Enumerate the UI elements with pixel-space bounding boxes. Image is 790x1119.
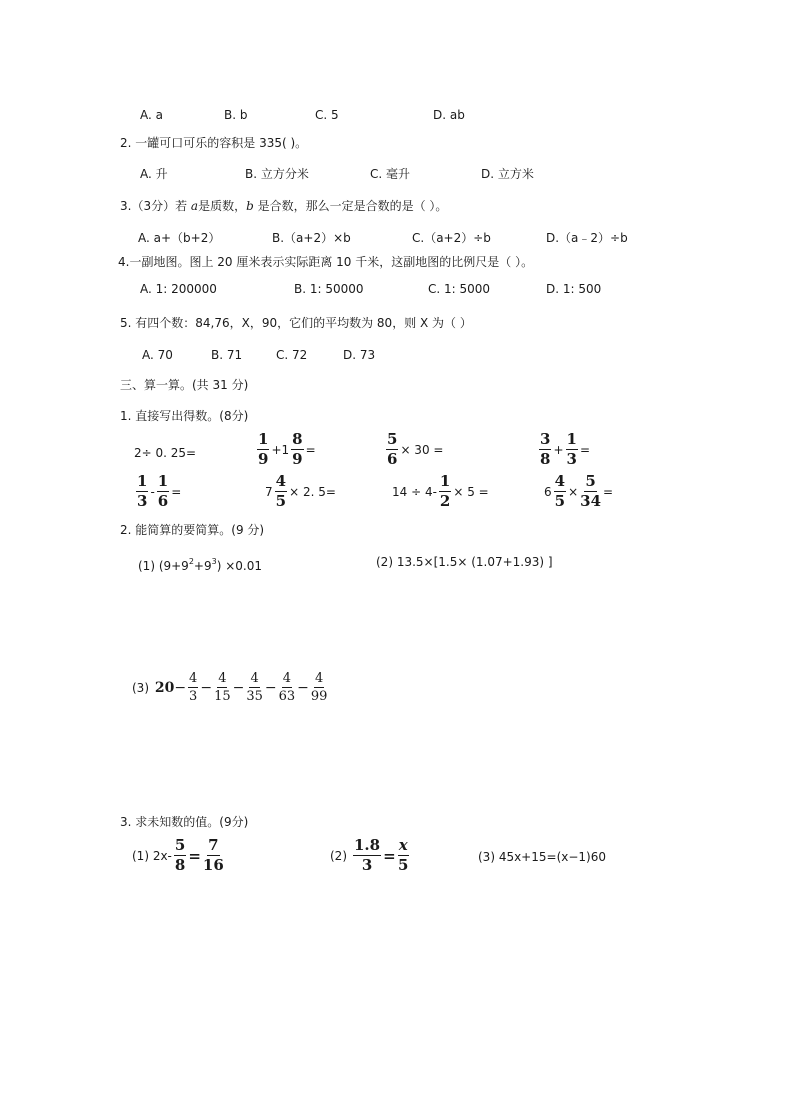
s1-expr-7: 14 ÷ 4- $\frac{1}{2}$ × 5 = xyxy=(392,472,489,510)
section-3-title: 三、算一算。(共 31 分) xyxy=(120,378,249,392)
s1-expr-4: $\frac{3}{8}$ + $\frac{1}{3}$ = xyxy=(540,430,590,468)
q3-stem-mid2: 是合数，那么一定是合数的是（ ）。 xyxy=(253,199,448,213)
fraction: $\frac{4}{5}$ xyxy=(554,472,566,510)
fraction: $\frac{3}{8}$ xyxy=(540,430,551,468)
fraction: $\frac{1}{6}$ xyxy=(157,472,169,510)
fraction: $\frac{5}{8}$ xyxy=(174,836,186,874)
q1-option-b: B. b xyxy=(224,108,248,122)
s1-expr-3: $\frac{5}{6}$ × 30 = xyxy=(387,430,444,468)
s2-problem-1: (1) $(9+9^2+9^3) \times 0.01$ xyxy=(138,557,262,573)
q3-option-b: B.（a+2）×b xyxy=(272,231,351,245)
q5-stem: 5. 有四个数：84,76，X，90，它们的平均数为 80，则 X 为（ ） xyxy=(120,316,472,330)
q5-option-c: C. 72 xyxy=(276,348,308,362)
fraction: $\frac{4}{5}$ xyxy=(275,472,287,510)
fraction: $\frac{5}{6}$ xyxy=(387,430,398,468)
s3-problem-3: (3) 45x+15=(x−1)60 xyxy=(478,850,606,864)
q3-var-b: b xyxy=(246,199,254,213)
fraction: $\frac{4}{63}$ xyxy=(278,671,296,704)
fraction: $\frac{7}{16}$ xyxy=(202,836,224,874)
q4-option-b: B. 1: 50000 xyxy=(294,282,364,296)
q2-option-b: B. 立方分米 xyxy=(245,167,309,181)
fraction: $\frac{5}{34}$ xyxy=(580,472,602,510)
q1-option-c: C. 5 xyxy=(315,108,339,122)
q3-stem-mid1: 是质数， xyxy=(198,199,247,213)
s1-expr-6: 7 $\frac{4}{5}$ × 2. 5= xyxy=(265,472,336,510)
s1-expr-2: $\frac{1}{9}$ +1 $\frac{8}{9}$ = xyxy=(258,430,316,468)
fraction: $\frac{4}{3}$ xyxy=(189,671,198,704)
fraction: $\frac{4}{15}$ xyxy=(214,671,231,704)
q1-option-d: D. ab xyxy=(433,108,465,122)
s3-title: 3. 求未知数的值。(9分) xyxy=(120,815,249,829)
s2-problem-3: (3) 20− $\frac{4}{3}$ − $\frac{4}{15}$ − $\frac{4}{35}$ − $\frac{4}{63}$ − $\frac{4}{99}$ xyxy=(132,671,328,704)
fraction: $\frac{4}{99}$ xyxy=(310,671,328,704)
q3-stem xyxy=(120,198,447,214)
q4-option-c: C. 1: 5000 xyxy=(428,282,491,296)
q5-option-b: B. 71 xyxy=(211,348,243,362)
s1-expr-8: 6 $\frac{4}{5}$ × $\frac{5}{34}$ = xyxy=(544,472,614,510)
q5-option-a: A. 70 xyxy=(142,348,173,362)
q2-stem: 2. 一罐可口可乐的容积是 335( )。 xyxy=(120,136,308,150)
fraction: $\frac{1.8}{3}$ xyxy=(354,836,381,874)
q5-option-d: D. 73 xyxy=(343,348,376,362)
fraction: $\frac{4}{35}$ xyxy=(246,671,263,704)
s2-problem-2: (2) 13.5×[1.5× (1.07+1.93) ] xyxy=(376,555,553,569)
q3-option-d: D.（a﹣2）÷b xyxy=(546,231,628,245)
s1-expr-5: $\frac{1}{3}$ - $\frac{1}{6}$ = xyxy=(137,472,182,510)
fraction: $\frac{1}{9}$ xyxy=(258,430,269,468)
s2-title: 2. 能简算的要简算。(9 分) xyxy=(120,523,265,537)
fraction: $\frac{1}{3}$ xyxy=(566,430,577,468)
q4-stem: 4.一副地图。图上 20 厘米表示实际距离 10 千米，这副地图的比例尺是（ ）。 xyxy=(118,255,534,269)
q2-option-a: A. 升 xyxy=(140,167,168,181)
q2-option-d: D. 立方米 xyxy=(481,167,534,181)
q3-option-c: C.（a+2）÷b xyxy=(412,231,491,245)
fraction: $\frac{1}{2}$ xyxy=(439,472,451,510)
q2-option-c: C. 毫升 xyxy=(370,167,411,181)
fraction: $\frac{x}{5}$ xyxy=(397,836,409,874)
fraction: $\frac{1}{3}$ xyxy=(137,472,148,510)
q3-option-a: A. a+（b+2） xyxy=(138,231,221,245)
s3-problem-1: (1) 2x- $\frac{5}{8}$ = $\frac{7}{16}$ xyxy=(132,836,224,874)
q3-stem-pre: 3.（3分）若 xyxy=(120,199,191,213)
q4-option-d: D. 1: 500 xyxy=(546,282,602,296)
s1-title: 1. 直接写出得数。(8分) xyxy=(120,409,249,423)
fraction: $\frac{8}{9}$ xyxy=(292,430,303,468)
s1-expr-1: 2÷ 0. 25= xyxy=(134,446,197,460)
s3-problem-2: (2) $\frac{1.8}{3}$ = $\frac{x}{5}$ xyxy=(330,836,409,874)
q1-option-a: A. a xyxy=(140,108,163,122)
q4-option-a: A. 1: 200000 xyxy=(140,282,217,296)
q3-var-a: a xyxy=(190,199,199,213)
